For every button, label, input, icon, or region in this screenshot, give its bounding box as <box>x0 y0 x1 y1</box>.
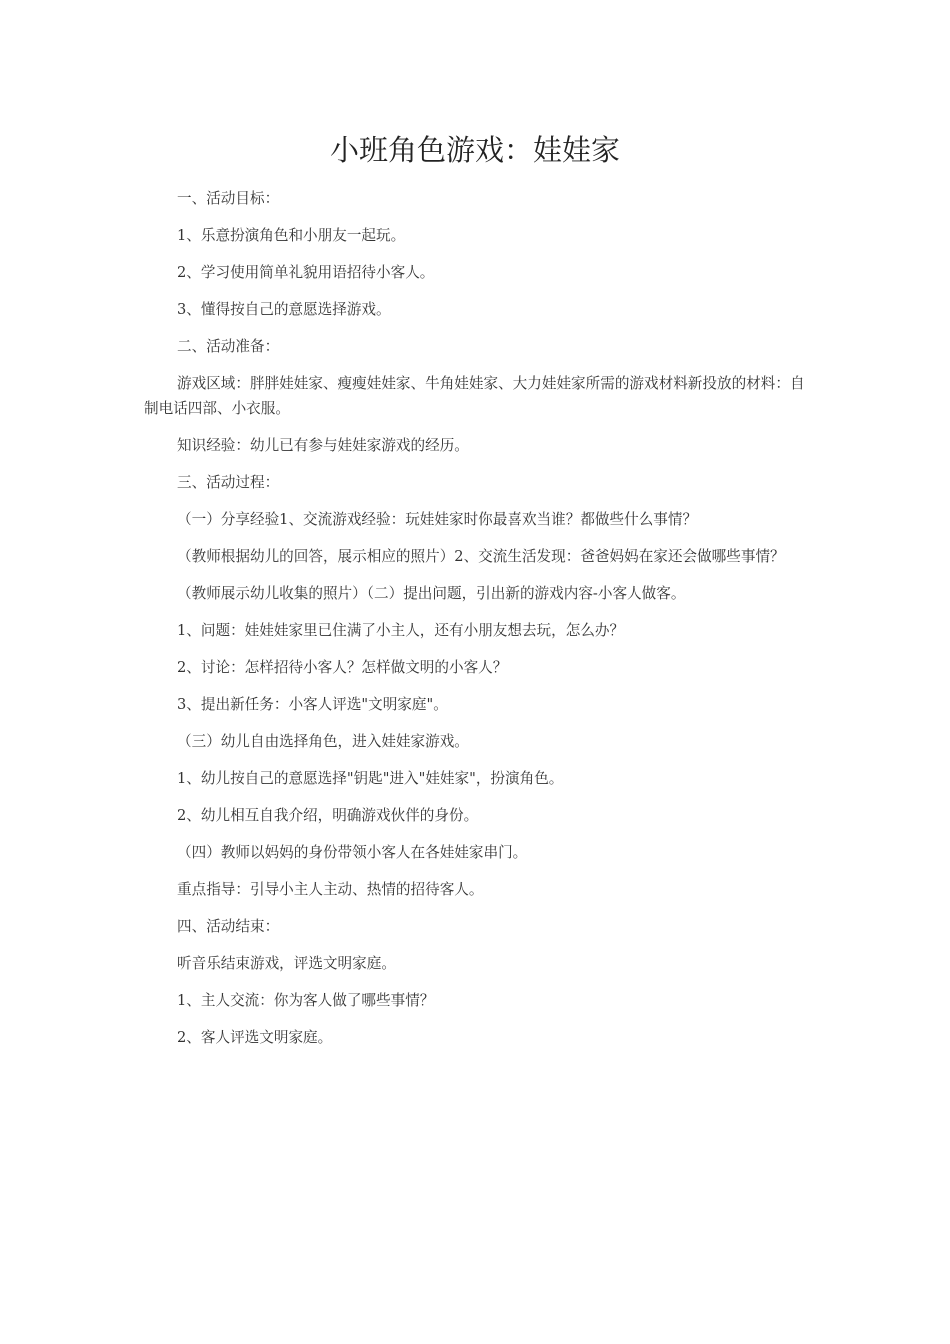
process-paragraph: （教师根据幼儿的回答，展示相应的照片）2、交流生活发现：爸爸妈妈在家还会做哪些事情？ <box>177 548 785 565</box>
process-paragraph: （四）教师以妈妈的身份带领小客人在各娃娃家串门。 <box>177 844 528 861</box>
process-paragraph: 重点指导：引导小主人主动、热情的招待客人。 <box>177 881 484 898</box>
process-paragraph: 2、幼儿相互自我介绍，明确游戏伙伴的身份。 <box>177 807 479 824</box>
process-paragraph: （一）分享经验1、交流游戏经验：玩娃娃家时你最喜欢当谁？都做些什么事情？ <box>177 511 698 528</box>
goal-item: 2、学习使用简单礼貌用语招待小客人。 <box>177 264 435 281</box>
process-paragraph: （教师展示幼儿收集的照片）（二）提出问题，引出新的游戏内容-小客人做客。 <box>177 585 686 602</box>
goal-item: 3、懂得按自己的意愿选择游戏。 <box>177 301 391 318</box>
section-heading-goals: 一、活动目标： <box>177 190 280 207</box>
process-paragraph: 1、幼儿按自己的意愿选择"钥匙"进入"娃娃家"，扮演角色。 <box>177 770 564 787</box>
preparation-paragraph: 游戏区域：胖胖娃娃家、瘦瘦娃娃家、牛角娃娃家、大力娃娃家所需的游戏材料新投放的材料：自制电话四部、小衣服。 <box>144 375 805 417</box>
ending-paragraph: 2、客人评选文明家庭。 <box>177 1029 333 1046</box>
process-paragraph: 1、问题：娃娃娃家里已住满了小主人，还有小朋友想去玩，怎么办？ <box>177 622 625 639</box>
preparation-paragraph: 知识经验：幼儿已有参与娃娃家游戏的经历。 <box>177 437 469 454</box>
process-paragraph: （三）幼儿自由选择角色，进入娃娃家游戏。 <box>177 733 469 750</box>
document-title: 小班角色游戏：娃娃家 <box>329 133 620 167</box>
section-heading-ending: 四、活动结束： <box>177 918 280 935</box>
ending-paragraph: 1、主人交流：你为客人做了哪些事情？ <box>177 992 435 1009</box>
section-heading-preparation: 二、活动准备： <box>177 338 280 355</box>
process-paragraph: 2、讨论：怎样招待小客人？怎样做文明的小客人？ <box>177 659 508 676</box>
goal-item: 1、乐意扮演角色和小朋友一起玩。 <box>177 227 406 244</box>
ending-paragraph: 听音乐结束游戏，评选文明家庭。 <box>177 955 396 972</box>
process-paragraph: 3、提出新任务：小客人评选"文明家庭"。 <box>177 696 448 713</box>
document-body <box>144 186 808 1062</box>
section-heading-process: 三、活动过程： <box>177 474 280 491</box>
